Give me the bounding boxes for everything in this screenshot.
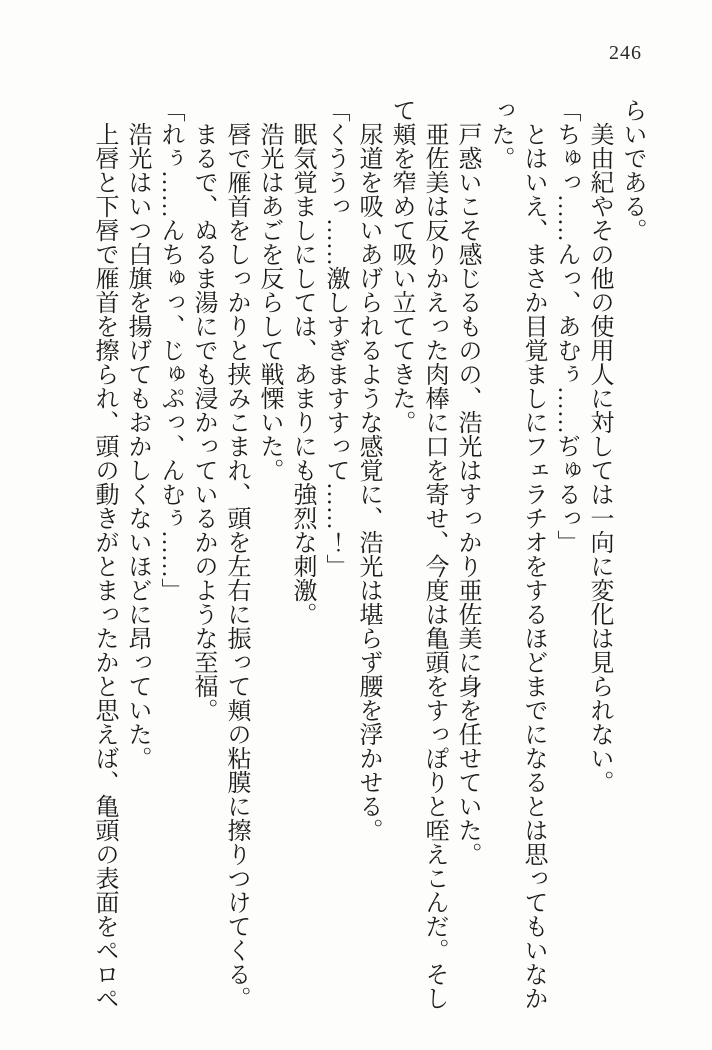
- paragraph: まるで、ぬるま湯にでも浸かっているかのような至福。: [190, 122, 216, 722]
- dialogue-paragraph: 「くううっ……激しすぎますすって……！」: [322, 98, 348, 578]
- paragraph: とはいえ、まさか目覚ましにフェラチオをするほどまでになるとは思ってもいなかった。: [487, 98, 546, 1010]
- page-number: 246: [609, 42, 642, 64]
- dialogue-paragraph: 「れぅ……んちゅっ、じゅぷっ、んむぅ……」: [157, 98, 183, 602]
- dialogue-paragraph: 「ちゅっ……んっ、あむぅ……ぢゅるっ」: [553, 98, 579, 554]
- paragraph: 唇で雁首をしっかりと挟みこまれ、頭を左右に振って頬の粘膜に擦りつけてくる。: [223, 122, 249, 1010]
- paragraph: 戸惑いこそ感じるものの、浩光はすっかり亜佐美に身を任せていた。: [454, 122, 480, 866]
- text-body: [84, 98, 648, 1010]
- paragraph: 浩光はいつ白旗を揚げてもおかしくないほどに昂っていた。: [124, 122, 150, 770]
- paragraph: 浩光はあごを反らして戦慄いた。: [256, 122, 282, 482]
- paragraph: 尿道を吸いあげられるような感覚に、浩光は堪らず腰を浮かせる。: [355, 122, 381, 842]
- paragraph: らいである。: [619, 98, 645, 242]
- paragraph: 亜佐美は反りかえった肉棒に口を寄せ、今度は亀頭をすっぽりと咥えこんだ。そして頬を窄めて吸い立ててきた。: [388, 98, 447, 1010]
- paragraph: 眠気覚ましにしては、あまりにも強烈な刺激。: [289, 122, 315, 626]
- paragraph: 美由紀やその他の使用人に対しては一向に変化は見られない。: [586, 122, 612, 794]
- paragraph: 上唇と下唇で雁首を擦られ、頭の動きがとまったかと思えば、亀頭の表面をペロペ: [91, 122, 117, 1010]
